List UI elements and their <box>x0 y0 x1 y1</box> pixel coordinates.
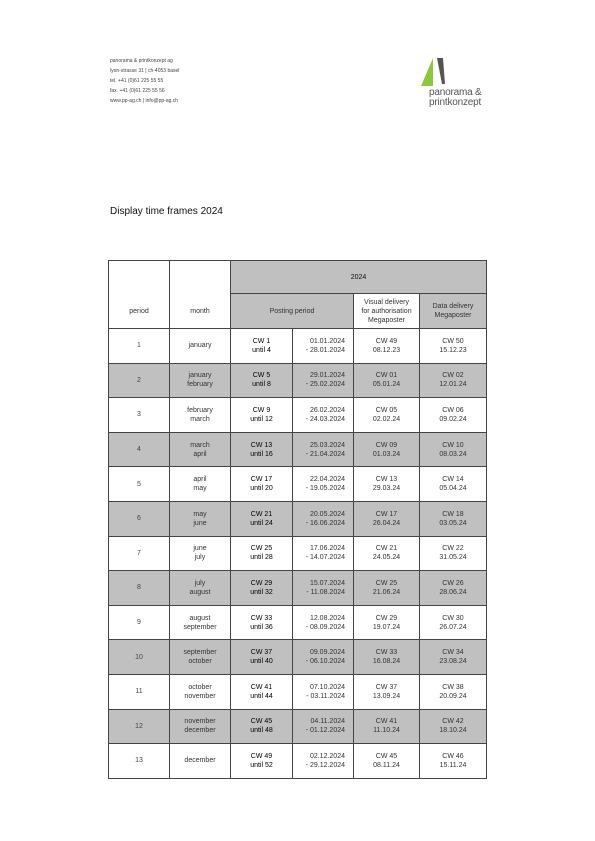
visual-delivery-cell-line: 01.03.24 <box>372 450 401 458</box>
header-visual-line: for authorisation <box>361 307 412 315</box>
visual-delivery-cell <box>354 432 420 467</box>
date-range-cell-line: 26.02.2024 <box>309 406 345 414</box>
visual-delivery-cell-line: CW 33 <box>375 649 398 657</box>
calendar-week-cell <box>231 536 293 571</box>
header-posting-period: Posting period <box>231 294 354 329</box>
calendar-week-cell <box>231 432 293 467</box>
calendar-week-cell <box>231 398 293 433</box>
data-delivery-cell-line: CW 46 <box>442 752 464 760</box>
data-delivery-cell-line: CW 10 <box>442 441 464 449</box>
month-cell-line: august <box>189 614 211 622</box>
calendar-week-cell <box>231 605 293 640</box>
month-cell-line: october <box>188 658 212 666</box>
date-range-cell <box>293 432 354 467</box>
data-delivery-cell-line: CW 34 <box>442 649 464 657</box>
calendar-week-cell-line: CW 5 <box>252 372 271 380</box>
visual-delivery-cell <box>354 398 420 433</box>
date-range-cell-line: - 29.12.2024 <box>305 761 345 769</box>
month-cell <box>170 398 231 433</box>
data-delivery-cell-line: 28.06.24 <box>439 588 467 596</box>
data-delivery-cell-line: CW 26 <box>442 579 464 587</box>
visual-delivery-cell-line: 24.05.24 <box>372 554 401 562</box>
calendar-week-cell-line: until 24 <box>250 519 273 527</box>
date-range-cell-line: 15.07.2024 <box>309 579 345 587</box>
data-delivery-cell-line: 15.11.24 <box>439 761 467 769</box>
month-cell-line: march <box>190 415 210 423</box>
visual-delivery-cell-line: CW 29 <box>375 614 398 622</box>
month-cell-line: december <box>184 757 216 765</box>
header-visual-delivery <box>354 294 420 329</box>
data-delivery-cell-line: 23.08.24 <box>439 658 467 666</box>
month-cell-line: february <box>187 381 213 389</box>
date-range-cell-line: - 25.02.2024 <box>305 381 345 389</box>
visual-delivery-cell <box>354 571 420 606</box>
month-cell-line: march <box>190 441 210 449</box>
calendar-week-cell-line: until 28 <box>250 554 273 562</box>
month-cell-line: may <box>193 510 207 518</box>
date-range-cell <box>293 709 354 744</box>
visual-delivery-cell <box>354 467 420 502</box>
visual-delivery-cell-line: CW 05 <box>375 406 398 414</box>
visual-delivery-cell-line: 08.11.24 <box>373 761 400 769</box>
visual-delivery-cell-line: CW 25 <box>375 579 398 587</box>
data-delivery-cell <box>420 571 487 606</box>
data-delivery-cell-line: CW 38 <box>442 683 464 691</box>
visual-delivery-cell-line: CW 45 <box>375 752 398 760</box>
data-delivery-cell <box>420 536 487 571</box>
visual-delivery-cell-line: 08.12.23 <box>372 346 401 354</box>
visual-delivery-cell <box>354 501 420 536</box>
data-delivery-cell <box>420 398 487 433</box>
document-title: Display time frames 2024 <box>110 206 223 217</box>
month-cell-line: february <box>187 406 213 414</box>
logo-text-line1: panorama & <box>429 87 482 98</box>
address-line: lyon-strasse 31 | ch-4053 basel <box>110 68 180 74</box>
table-row <box>109 709 487 744</box>
calendar-week-cell <box>231 640 293 675</box>
date-range-cell-line: 29.01.2024 <box>309 372 345 380</box>
date-range-cell-line: - 19.05.2024 <box>305 485 345 493</box>
month-cell <box>170 329 231 364</box>
month-cell <box>170 744 231 779</box>
logo-mark-icon <box>421 56 451 88</box>
date-range-cell <box>293 329 354 364</box>
table-row <box>109 501 487 536</box>
period-cell: 11 <box>109 674 170 709</box>
month-cell-line: september <box>183 649 217 657</box>
month-cell <box>170 605 231 640</box>
calendar-week-cell <box>231 501 293 536</box>
table-row <box>109 674 487 709</box>
table-row <box>109 640 487 675</box>
month-cell-line: june <box>193 519 207 527</box>
calendar-week-cell-line: until 12 <box>250 415 273 423</box>
month-cell-line: november <box>184 692 216 700</box>
date-range-cell-line: - 16.06.2024 <box>305 519 345 527</box>
date-range-cell-line: - 01.12.2024 <box>305 727 345 735</box>
visual-delivery-cell-line: CW 37 <box>375 683 398 691</box>
calendar-week-cell-line: until 8 <box>252 381 271 389</box>
data-delivery-cell-line: 18.10.24 <box>439 727 467 735</box>
date-range-cell <box>293 363 354 398</box>
data-delivery-cell-line: CW 14 <box>442 476 464 484</box>
period-cell: 7 <box>109 536 170 571</box>
period-cell: 5 <box>109 467 170 502</box>
table-row <box>109 398 487 433</box>
period-cell: 1 <box>109 329 170 364</box>
visual-delivery-cell <box>354 640 420 675</box>
date-range-cell-line: - 14.07.2024 <box>305 554 345 562</box>
period-cell: 13 <box>109 744 170 779</box>
visual-delivery-cell-line: CW 17 <box>375 510 398 518</box>
visual-delivery-cell-line: 05.01.24 <box>372 381 401 389</box>
visual-delivery-cell-line: 21.06.24 <box>372 588 401 596</box>
data-delivery-cell-line: 03.05.24 <box>439 519 467 527</box>
header-year: 2024 <box>231 261 487 294</box>
date-range-cell-line: 12.08.2024 <box>309 614 345 622</box>
calendar-week-cell-line: CW 45 <box>250 718 273 726</box>
calendar-week-cell-line: CW 37 <box>250 649 273 657</box>
header-period-label: period <box>129 308 149 315</box>
visual-delivery-cell <box>354 744 420 779</box>
header-month <box>170 261 231 329</box>
header-month-label: month <box>190 308 210 315</box>
data-delivery-cell-line: 15.12.23 <box>439 346 467 354</box>
data-delivery-cell-line: CW 42 <box>442 718 464 726</box>
table-row <box>109 329 487 364</box>
month-cell-line: may <box>193 485 207 493</box>
table-row <box>109 432 487 467</box>
calendar-week-cell-line: until 40 <box>250 658 273 666</box>
data-delivery-cell-line: 09.02.24 <box>439 415 467 423</box>
company-address <box>110 56 179 106</box>
visual-delivery-cell <box>354 363 420 398</box>
month-cell <box>170 467 231 502</box>
company-logo <box>421 56 491 112</box>
data-delivery-cell <box>420 640 487 675</box>
period-cell: 9 <box>109 605 170 640</box>
date-range-cell <box>293 571 354 606</box>
calendar-week-cell-line: until 48 <box>250 727 273 735</box>
table-row <box>109 363 487 398</box>
date-range-cell-line: - 11.08.2024 <box>306 588 345 596</box>
visual-delivery-cell-line: 19.07.24 <box>372 623 401 631</box>
data-delivery-cell-line: 08.03.24 <box>439 450 467 458</box>
calendar-week-cell-line: until 16 <box>250 450 273 458</box>
month-cell-line: november <box>184 718 216 726</box>
date-range-cell <box>293 501 354 536</box>
visual-delivery-cell <box>354 329 420 364</box>
calendar-week-cell-line: CW 49 <box>250 752 273 760</box>
logo-text-line2: printkonzept <box>429 97 482 108</box>
table-row <box>109 744 487 779</box>
calendar-week-cell <box>231 467 293 502</box>
calendar-week-cell-line: until 4 <box>252 346 271 354</box>
data-delivery-cell-line: 31.05.24 <box>439 554 467 562</box>
visual-delivery-cell <box>354 536 420 571</box>
visual-delivery-cell-line: 29.03.24 <box>372 485 401 493</box>
calendar-week-cell-line: until 20 <box>250 485 273 493</box>
period-cell: 2 <box>109 363 170 398</box>
month-cell <box>170 536 231 571</box>
calendar-week-cell-line: until 32 <box>250 588 273 596</box>
address-line: fax. +41 (0)61 225 55 56 <box>110 88 165 94</box>
date-range-cell-line: - 06.10.2024 <box>305 658 345 666</box>
data-delivery-cell <box>420 329 487 364</box>
month-cell-line: august <box>189 588 211 596</box>
table-row <box>109 467 487 502</box>
month-cell-line: january <box>188 372 212 380</box>
visual-delivery-cell-line: CW 13 <box>375 476 398 484</box>
date-range-cell <box>293 640 354 675</box>
visual-delivery-cell-line: 13.09.24 <box>372 692 401 700</box>
date-range-cell-line: - 24.03.2024 <box>305 415 345 423</box>
calendar-week-cell-line: CW 1 <box>252 337 271 345</box>
calendar-week-cell <box>231 709 293 744</box>
date-range-cell <box>293 674 354 709</box>
calendar-week-cell-line: CW 9 <box>252 406 271 414</box>
table-row <box>109 571 487 606</box>
data-delivery-cell-line: CW 50 <box>442 337 464 345</box>
visual-delivery-cell-line: 02.02.24 <box>372 415 401 423</box>
visual-delivery-cell <box>354 674 420 709</box>
period-cell: 6 <box>109 501 170 536</box>
month-cell <box>170 501 231 536</box>
month-cell-line: july <box>194 554 206 562</box>
date-range-cell-line: 25.03.2024 <box>309 441 345 449</box>
month-cell-line: december <box>184 727 216 735</box>
calendar-week-cell <box>231 329 293 364</box>
data-delivery-cell <box>420 605 487 640</box>
date-range-cell <box>293 467 354 502</box>
calendar-week-cell <box>231 363 293 398</box>
header-visual-line: Visual delivery <box>363 298 409 306</box>
data-delivery-cell-line: CW 22 <box>442 545 464 553</box>
period-cell: 3 <box>109 398 170 433</box>
data-delivery-cell-line: 12.01.24 <box>439 381 467 389</box>
date-range-cell-line: - 21.04.2024 <box>305 450 345 458</box>
calendar-week-cell <box>231 571 293 606</box>
table-row <box>109 536 487 571</box>
month-cell <box>170 432 231 467</box>
calendar-week-cell-line: until 52 <box>250 761 273 769</box>
visual-delivery-cell-line: CW 09 <box>375 441 398 449</box>
month-cell-line: october <box>188 683 212 691</box>
header-visual-line: Megaposter <box>368 316 405 324</box>
visual-delivery-cell-line: CW 41 <box>375 718 398 726</box>
visual-delivery-cell-line: CW 49 <box>375 337 398 345</box>
data-delivery-cell-line: 20.09.24 <box>439 692 467 700</box>
period-cell: 10 <box>109 640 170 675</box>
date-range-cell <box>293 398 354 433</box>
date-range-cell-line: 07.10.2024 <box>309 683 345 691</box>
data-delivery-cell <box>420 363 487 398</box>
visual-delivery-cell <box>354 605 420 640</box>
calendar-week-cell-line: CW 33 <box>250 614 273 622</box>
calendar-week-cell-line: CW 13 <box>250 441 273 449</box>
calendar-week-cell-line: CW 25 <box>250 545 273 553</box>
display-timeframes-table <box>108 260 487 779</box>
date-range-cell-line: 02.12.2024 <box>309 752 345 760</box>
data-delivery-cell-line: 05.04.24 <box>439 485 467 493</box>
calendar-week-cell-line: CW 29 <box>250 579 273 587</box>
month-cell-line: january <box>188 342 212 350</box>
calendar-week-cell-line: until 36 <box>250 623 273 631</box>
visual-delivery-cell-line: CW 21 <box>375 545 398 553</box>
data-delivery-cell <box>420 432 487 467</box>
data-delivery-cell <box>420 674 487 709</box>
date-range-cell-line: - 03.11.2024 <box>306 692 345 700</box>
data-delivery-cell-line: CW 06 <box>442 406 464 414</box>
data-delivery-cell <box>420 744 487 779</box>
date-range-cell <box>293 605 354 640</box>
data-delivery-cell-line: 26.07.24 <box>439 623 467 631</box>
month-cell <box>170 709 231 744</box>
header-data-line: Megaposter <box>434 312 472 319</box>
calendar-week-cell-line: until 44 <box>250 692 273 700</box>
month-cell-line: june <box>193 545 207 553</box>
address-line: panorama & printkonzept ag <box>110 58 173 64</box>
period-cell: 12 <box>109 709 170 744</box>
visual-delivery-cell-line: CW 01 <box>375 372 398 380</box>
data-delivery-cell-line: CW 02 <box>442 372 464 380</box>
visual-delivery-cell-line: 26.04.24 <box>372 519 401 527</box>
date-range-cell-line: 20.05.2024 <box>309 510 345 518</box>
date-range-cell-line: 09.09.2024 <box>309 649 345 657</box>
month-cell-line: september <box>183 623 217 631</box>
date-range-cell-line: - 28.01.2024 <box>305 346 345 354</box>
month-cell-line: april <box>193 476 207 484</box>
visual-delivery-cell <box>354 709 420 744</box>
month-cell-line: july <box>194 579 206 587</box>
month-cell <box>170 571 231 606</box>
header-period <box>109 261 170 329</box>
calendar-week-cell <box>231 744 293 779</box>
date-range-cell <box>293 744 354 779</box>
month-cell-line: april <box>193 450 207 458</box>
data-delivery-cell <box>420 501 487 536</box>
calendar-week-cell-line: CW 41 <box>250 683 273 691</box>
month-cell <box>170 674 231 709</box>
visual-delivery-cell-line: 16.08.24 <box>372 658 401 666</box>
data-delivery-cell-line: CW 30 <box>442 614 464 622</box>
month-cell <box>170 640 231 675</box>
date-range-cell-line: - 08.09.2024 <box>305 623 345 631</box>
header-data-line: Data delivery <box>432 303 474 310</box>
month-cell <box>170 363 231 398</box>
header-data-delivery <box>420 294 487 329</box>
date-range-cell-line: 01.01.2024 <box>309 337 345 345</box>
period-cell: 8 <box>109 571 170 606</box>
data-delivery-cell-line: CW 18 <box>442 510 464 518</box>
period-cell: 4 <box>109 432 170 467</box>
address-line: tel. +41 (0)61 225 55 55 <box>110 78 164 84</box>
calendar-week-cell-line: CW 21 <box>250 510 273 518</box>
data-delivery-cell <box>420 709 487 744</box>
data-delivery-cell <box>420 467 487 502</box>
date-range-cell-line: 22.04.2024 <box>309 476 345 484</box>
calendar-week-cell-line: CW 17 <box>250 476 273 484</box>
date-range-cell-line: 04.11.2024 <box>310 718 345 726</box>
calendar-week-cell <box>231 674 293 709</box>
date-range-cell <box>293 536 354 571</box>
table-row <box>109 605 487 640</box>
date-range-cell-line: 17.06.2024 <box>309 545 345 553</box>
address-line: www.pp-ag.ch | info@pp-ag.ch <box>110 98 179 104</box>
visual-delivery-cell-line: 11.10.24 <box>373 727 400 735</box>
